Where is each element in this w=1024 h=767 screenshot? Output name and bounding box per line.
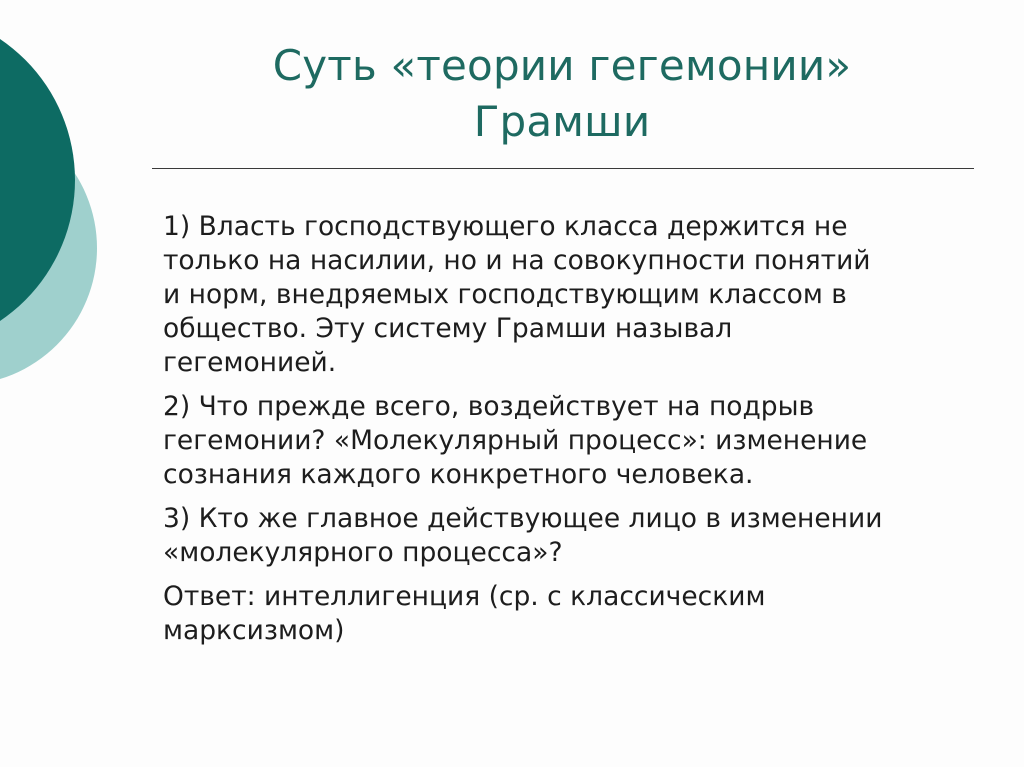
answer-line-1: Ответ: интеллигенция (ср. с классическим [163, 581, 766, 612]
item-3-line-1: 3) Кто же главное действующее лицо в изменении [163, 503, 883, 534]
list-item-1 [163, 210, 963, 380]
list-item-2 [163, 390, 963, 492]
item-2-line-1: 2) Что прежде всего, воздействует на подрыв [163, 391, 815, 422]
item-2-line-3: сознания каждого конкретного человека. [163, 459, 754, 490]
slide-body [163, 210, 963, 658]
slide-title-line-1: Суть «теории гегемонии» [272, 41, 852, 90]
list-item-3 [163, 502, 963, 570]
slide-title [150, 38, 974, 150]
answer-line-2: марксизмом) [163, 615, 345, 646]
item-1-line-3: и норм, внедряемых господствующим классом в [163, 279, 847, 310]
item-1-line-4: общество. Эту систему Грамши называл [163, 313, 733, 344]
title-divider [152, 168, 974, 169]
slide-title-line-2: Грамши [473, 97, 651, 146]
answer-item [163, 580, 963, 648]
item-1-line-5: гегемонией. [163, 347, 337, 378]
decorative-circles [0, 0, 120, 420]
item-3-line-2: «молекулярного процесса»? [163, 537, 563, 568]
item-1-line-2: только на насилии, но и на совокупности понятий [163, 245, 871, 276]
item-2-line-2: гегемонии? «Молекулярный процесс»: изменение [163, 425, 868, 456]
item-1-line-1: 1) Власть господствующего класса держится не [163, 211, 848, 242]
